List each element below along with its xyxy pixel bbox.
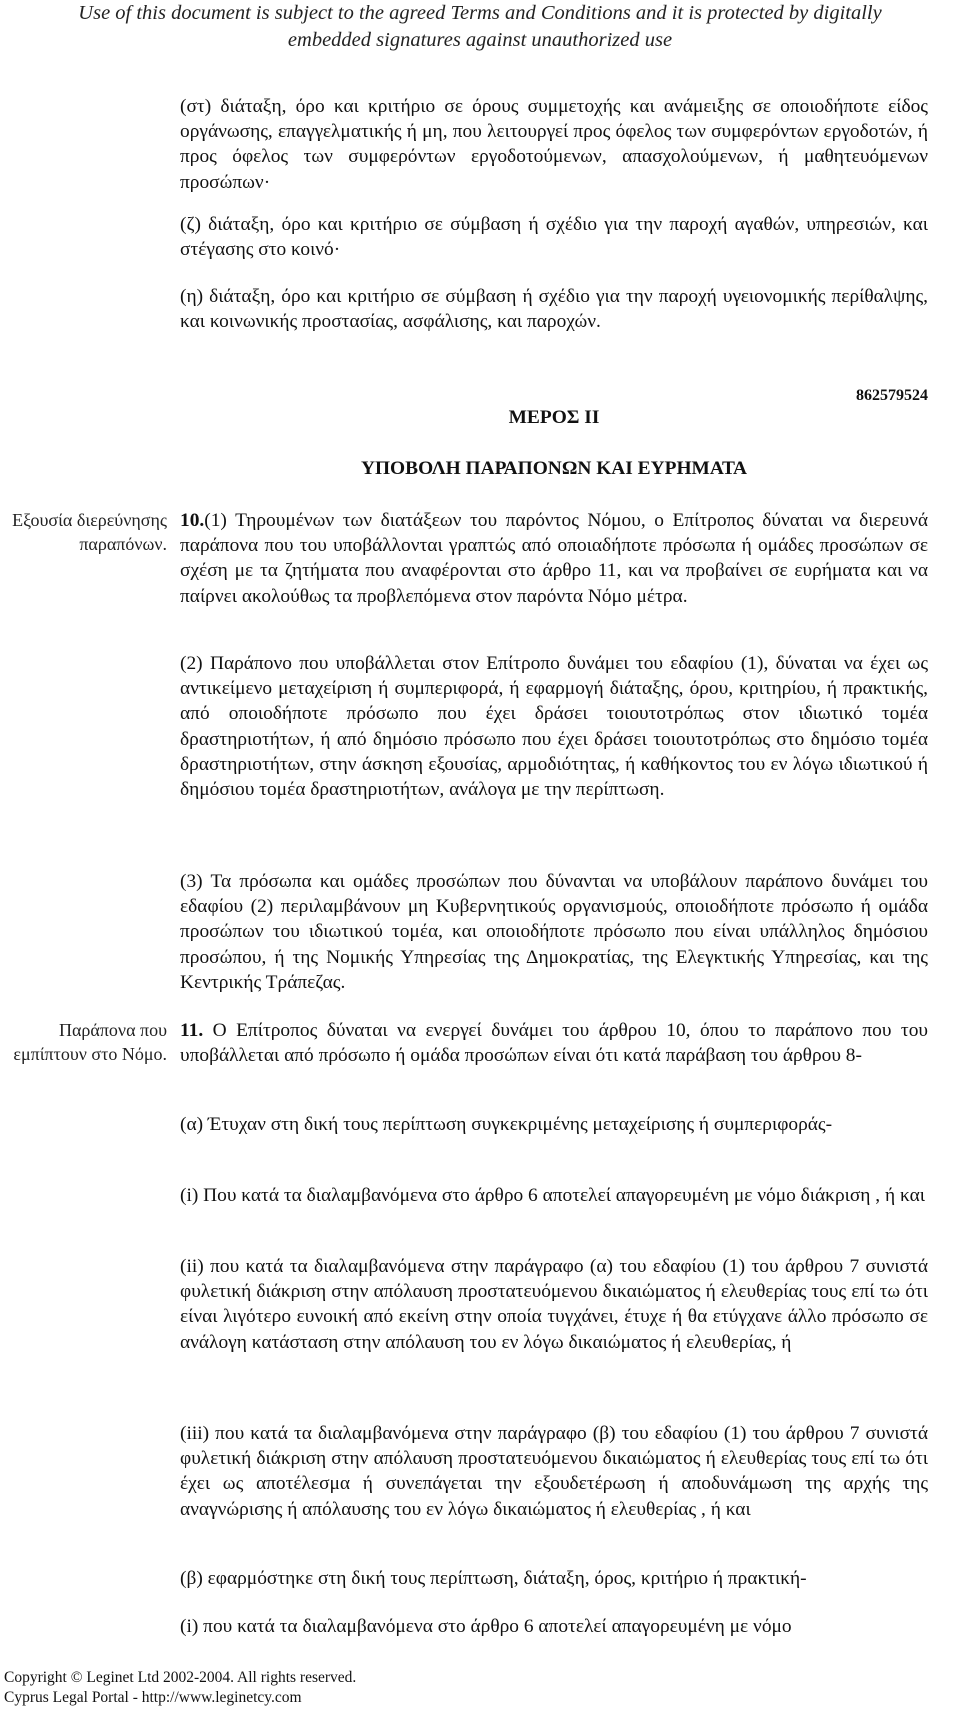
section-11-item-a-iii — [180, 1421, 928, 1522]
usage-banner — [0, 0, 960, 54]
section-11-item-b-i — [180, 1614, 928, 1639]
copyright-line: Copyright © Leginet Ltd 2002-2004. All rights reserved. — [4, 1669, 357, 1686]
section-11-item-a — [180, 1112, 928, 1137]
portal-line: Cyprus Legal Portal - http://www.leginetcy.com — [4, 1689, 302, 1706]
paragraph-z — [180, 212, 928, 262]
paragraph-st-text: (στ) διάταξη, όρο και κριτήριο σε όρους συμμετοχής και ανάμειξης σε οποιοδήποτε είδος οργάνωσης, επαγγελματικής ή μη, που λειτουργεί προς όφελος των συμφερόντων εργοδοτών, ή προς όφελος των συμφερόντων εργοδοτούμενων, απασχολούμενων, ή μαθητευόμενων προσώπων· — [180, 96, 928, 193]
section-10-paragraph-1-text: (1) Τηρουμένων των διατάξεων του παρόντος Νόμου, ο Επίτροπος δύναται να διερευνά παράπονα που του υποβάλλονται γραπτώς από οποιαδήποτε πρόσωπα ή ομάδες προσώπων σε σχέση με τα ζητήματα που αναφέρονται στο άρθρο 11, και να προβαίνει σε ευρήματα και να παίρνει ακολούθως τα προβλεπόμενα στον παρόντα Νόμο μέτρα. — [180, 510, 928, 607]
margin-note-section-10: Εξουσία διερεύνησης παραπόνων. — [12, 510, 167, 554]
section-11-item-a-text: (α) Έτυχαν στη δική τους περίπτωση συγκεκριμένης μεταχείρισης ή συμπεριφοράς- — [180, 1114, 833, 1135]
section-10-paragraph-2-text: (2) Παράπονο που υποβάλλεται στον Επίτροπο δυνάμει του εδαφίου (1), δύναται να έχει ως αντικείμενο μεταχείριση ή συμπεριφορά, ή εφαρμογή διάταξης, όρου, κριτηρίου, ή πρακτικής, από οποιοδήποτε πρόσωπο που έχει δράσει τοιουτοτρόπως στον ιδιωτικό τομέα δραστηριοτήτων, ή από δημόσιο πρόσωπο που έχει δράσει τοιουτοτρόπως στο δημόσιο τομέα δραστηριοτήτων, στην άσκηση εξουσίας, αρμοδιότητας, ή καθήκοντος του εν λόγω ιδιωτικού ή δημόσιου τομέα δραστηριοτήτων, ανάλογα με την περίπτωση. — [180, 653, 928, 801]
document-id: 862579524 — [856, 387, 928, 404]
section-11-item-a-i — [180, 1183, 928, 1208]
section-10-paragraph-1 — [180, 508, 928, 609]
section-11-item-a-ii-text: (ii) που κατά τα διαλαμβανόμενα στην παράγραφο (α) του εδαφίου (1) του άρθρου 7 συνιστά φυλετική διάκριση στην απόλαυση προστατευόμενου δικαιώματος ή ελευθερίας τους επί τω ότι είναι λιγότερο ευνοική από εκείνη στην οποία τυγχάνει, έτυχε ή θα ετύγχανε άλλο πρόσωπο σε ανάλογη κατάσταση στην απόλαυση του εν λόγω δικαιώματος ή ελευθερίας, ή — [180, 1256, 928, 1353]
paragraph-st — [180, 94, 928, 195]
section-10-paragraph-3-text: (3) Τα πρόσωπα και ομάδες προσώπων που δύνανται να υποβάλουν παράπονο δυνάμει του εδαφίου (2) περιλαμβάνουν μη Κυβερνητικούς οργανισμούς, οποιοδήποτε πρόσωπο ή ομάδα προσώπων του ιδιωτικού τομέα, και οποιοδήποτε πρόσωπο που είναι υπάλληλος δημόσιου προσώπου, ή της Νομικής Υπηρεσίας της Δημοκρατίας, της Ελεγκτικής Υπηρεσίας, και της Κεντρικής Τράπεζας. — [180, 871, 928, 993]
banner-line-1: Use of this document is subject to the agreed Terms and Conditions and it is protected by digitally — [78, 2, 882, 24]
part-subheading: ΥΠΟΒΟΛΗ ΠΑΡΑΠΟΝΩΝ ΚΑΙ ΕΥΡΗΜΑΤΑ — [360, 458, 748, 479]
section-11-item-b-i-text: (i) που κατά τα διαλαμβανόμενα στο άρθρο 6 αποτελεί απαγορευμένη με νόμο — [180, 1616, 792, 1637]
section-10-number: 10. — [180, 510, 205, 531]
section-11-item-a-i-text: (i) Που κατά τα διαλαμβανόμενα στο άρθρο 6 αποτελεί απαγορευμένη με νόμο διάκριση , ή και — [180, 1185, 925, 1206]
section-11-item-a-iii-text: (iii) που κατά τα διαλαμβανόμενα στην παράγραφο (β) του εδαφίου (1) του άρθρου 7 συνιστά φυλετική διάκριση στην απόλαυση προστατευόμενου δικαιώματος ή ελευθερίας τους επί τω ότι έχει ως αποτέλεσμα ή συνεπάγεται την εξουδετέρωση ή αποδυνάμωση της αρχής της αναγνώρισης ή απόλαυσης του εν λόγω δικαιώματος ή ελευθερίας , ή και — [180, 1423, 928, 1520]
part-heading: ΜΕΡΟΣ ΙΙ — [508, 407, 600, 428]
section-11-item-a-ii — [180, 1254, 928, 1355]
section-11-item-b — [180, 1566, 928, 1591]
banner-line-2: embedded signatures against unauthorized use — [287, 29, 673, 51]
paragraph-i-text: (η) διάταξη, όρο και κριτήριο σε σύμβαση ή σχέδιο για την παροχή υγειονομικής περίθαλψης, και κοινωνικής προστασίας, ασφάλισης, και παροχών. — [180, 286, 928, 333]
section-10-paragraph-3 — [180, 869, 928, 995]
section-10-paragraph-2 — [180, 651, 928, 802]
section-11-intro-text: Ο Επίτροπος δύναται να ενεργεί δυνάμει του άρθρου 10, όπου το παράπονο που του υποβάλλεται από πρόσωπο ή ομάδα προσώπων είναι ότι κατά παράβαση του άρθρου 8- — [180, 1020, 928, 1067]
copyright-footer — [4, 1668, 356, 1708]
margin-note-section-11: Παράπονα που εμπίπτουν στο Νόμο. — [13, 1020, 167, 1064]
section-11-intro — [180, 1018, 928, 1068]
paragraph-z-text: (ζ) διάταξη, όρο και κριτήριο σε σύμβαση ή σχέδιο για την παροχή αγαθών, υπηρεσιών, και στέγασης στο κοινό· — [180, 214, 928, 261]
section-11-number: 11. — [180, 1020, 204, 1041]
paragraph-i — [180, 284, 928, 334]
section-11-item-b-text: (β) εφαρμόστηκε στη δική τους περίπτωση, διάταξη, όρος, κριτήριο ή πρακτική- — [180, 1568, 807, 1589]
